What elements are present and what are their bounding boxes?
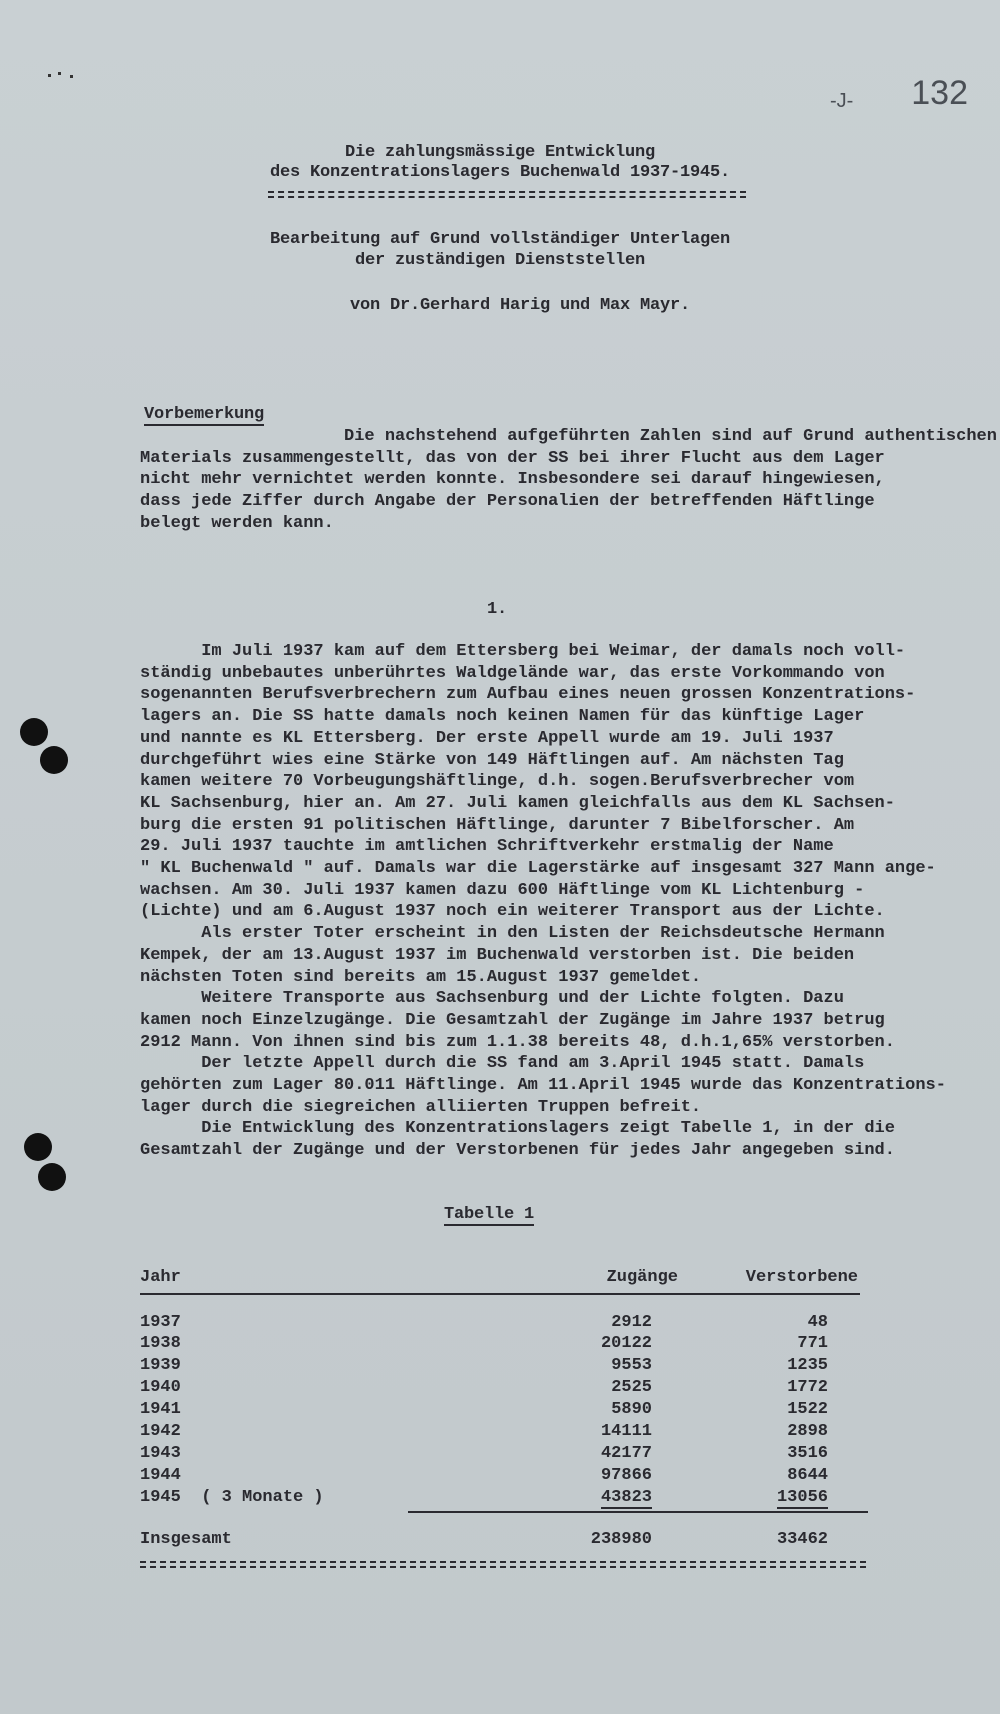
cell-verstorbene: 48 bbox=[807, 1313, 828, 1332]
main-paragraph bbox=[140, 641, 946, 1162]
table-row bbox=[140, 1400, 870, 1422]
cell-verstorbene: 3516 bbox=[787, 1444, 828, 1463]
table-row bbox=[140, 1334, 870, 1356]
cell-verstorbene: 771 bbox=[797, 1334, 828, 1353]
table-header-row bbox=[140, 1268, 870, 1290]
col-header-zugaenge: Zugänge bbox=[606, 1268, 678, 1287]
prelim-line: Materials zusammengestellt, das von der SS bei ihrer Flucht aus dem Lager bbox=[140, 448, 885, 468]
body-line: Gesamtzahl der Zugänge und der Verstorbenen für jedes Jahr angegeben sind. bbox=[140, 1141, 895, 1161]
cell-year: 1945 ( 3 Monate ) bbox=[140, 1488, 324, 1507]
table-row bbox=[140, 1313, 870, 1335]
cell-verstorbene: 13056 bbox=[776, 1488, 828, 1507]
cell-verstorbene: 1772 bbox=[787, 1378, 828, 1397]
body-line: durchgeführt wies eine Stärke von 149 Häftlingen auf. Am nächsten Tag bbox=[140, 750, 844, 770]
title-double-rule bbox=[268, 191, 746, 198]
table-row bbox=[140, 1444, 870, 1466]
body-line: lagers an. Die SS hatte damals noch keinen Namen für das künftige Lager bbox=[140, 707, 865, 727]
punch-hole bbox=[24, 1133, 52, 1161]
cell-zugaenge: 42177 bbox=[600, 1444, 652, 1463]
body-line: 2912 Mann. Von ihnen sind bis zum 1.1.38 bereits 48, d.h.1,65% verstorben. bbox=[140, 1032, 895, 1052]
subtitle-line-1: Bearbeitung auf Grund vollständiger Unterlagen bbox=[269, 230, 731, 249]
prelim-line: Die nachstehend aufgeführten Zahlen sind auf Grund authentischen bbox=[140, 427, 997, 446]
cell-zugaenge: 20122 bbox=[600, 1334, 652, 1353]
cell-year: 1941 bbox=[140, 1400, 181, 1419]
section-number: 1. bbox=[487, 600, 508, 619]
page-mark: -J- bbox=[830, 90, 854, 112]
cell-zugaenge: 9553 bbox=[611, 1356, 652, 1375]
cell-year: 1939 bbox=[140, 1356, 181, 1375]
punch-hole bbox=[38, 1163, 66, 1191]
body-line: Kempek, der am 13.August 1937 im Buchenwald verstorben ist. Die beiden bbox=[140, 945, 855, 965]
cell-year: 1940 bbox=[140, 1378, 181, 1397]
punch-hole bbox=[20, 718, 48, 746]
table-row bbox=[140, 1466, 870, 1488]
speck bbox=[48, 74, 51, 77]
prelim-line: nicht mehr vernichtet werden konnte. Insbesondere sei darauf hingewiesen, bbox=[140, 470, 885, 490]
punch-hole bbox=[40, 746, 68, 774]
body-line: und nannte es KL Ettersberg. Der erste Appell wurde am 19. Juli 1937 bbox=[140, 728, 834, 748]
prelim-paragraph bbox=[140, 426, 997, 535]
speck bbox=[70, 75, 73, 78]
cell-zugaenge: 43823 bbox=[600, 1488, 652, 1507]
cell-year: 1943 bbox=[140, 1444, 181, 1463]
table-double-rule bbox=[140, 1561, 866, 1568]
body-line: wachsen. Am 30. Juli 1937 kamen dazu 600 Häftlinge vom KL Lichtenburg - bbox=[140, 880, 865, 900]
table-row bbox=[140, 1488, 870, 1510]
page-number: 132 bbox=[911, 74, 968, 112]
total-zugaenge: 238980 bbox=[590, 1530, 652, 1549]
speck bbox=[58, 72, 61, 75]
title-line-2: des Konzentrationslagers Buchenwald 1937-1945. bbox=[269, 163, 731, 182]
body-line: 29. Juli 1937 tauchte im amtlichen Schriftverkehr erstmalig der Name bbox=[140, 837, 834, 857]
subtitle-line-2: der zuständigen Dienststellen bbox=[354, 251, 646, 270]
authors: von Dr.Gerhard Harig und Max Mayr. bbox=[350, 296, 691, 315]
table-row bbox=[140, 1356, 870, 1378]
title-line-1: Die zahlungsmässige Entwicklung bbox=[344, 143, 656, 162]
body-line: gehörten zum Lager 80.011 Häftlinge. Am 11.April 1945 wurde das Konzentrations- bbox=[140, 1076, 946, 1096]
cell-year: 1937 bbox=[140, 1313, 181, 1332]
cell-verstorbene: 1522 bbox=[787, 1400, 828, 1419]
cell-year: 1942 bbox=[140, 1422, 181, 1441]
cell-verstorbene: 8644 bbox=[787, 1466, 828, 1485]
cell-zugaenge: 5890 bbox=[611, 1400, 652, 1419]
cell-zugaenge: 2912 bbox=[611, 1313, 652, 1332]
col-header-verstorbene: Verstorbene bbox=[745, 1268, 858, 1287]
cell-year: 1938 bbox=[140, 1334, 181, 1353]
cell-zugaenge: 14111 bbox=[600, 1422, 652, 1441]
body-line: lager durch die siegreichen alliierten Truppen befreit. bbox=[140, 1097, 702, 1117]
body-line: ständig unbebautes unberührtes Waldgelände war, das erste Vorkommando von bbox=[140, 663, 885, 683]
cell-zugaenge: 97866 bbox=[600, 1466, 652, 1485]
body-line: KL Sachsenburg, hier an. Am 27. Juli kamen gleichfalls aus dem KL Sachsen- bbox=[140, 793, 895, 813]
body-line: kamen weitere 70 Vorbeugungshäftlinge, d.h. sogen.Berufsverbrecher vom bbox=[140, 772, 855, 792]
cell-zugaenge: 2525 bbox=[611, 1378, 652, 1397]
prelim-line: belegt werden kann. bbox=[140, 513, 334, 533]
total-verstorbene: 33462 bbox=[776, 1530, 828, 1549]
body-line: burg die ersten 91 politischen Häftlinge, darunter 7 Bibelforscher. Am bbox=[140, 815, 855, 835]
table-total-row bbox=[140, 1530, 870, 1552]
cell-year: 1944 bbox=[140, 1466, 181, 1485]
body-line: Die Entwicklung des Konzentrationslagers zeigt Tabelle 1, in der die bbox=[140, 1119, 895, 1139]
col-header-year: Jahr bbox=[140, 1268, 181, 1287]
body-line: Weitere Transporte aus Sachsenburg und der Lichte folgten. Dazu bbox=[140, 989, 844, 1009]
body-line: Der letzte Appell durch die SS fand am 3.April 1945 statt. Damals bbox=[140, 1054, 865, 1074]
total-label: Insgesamt bbox=[140, 1530, 232, 1549]
body-line: Als erster Toter erscheint in den Listen der Reichsdeutsche Hermann bbox=[140, 924, 885, 944]
prelim-heading: Vorbemerkung bbox=[144, 405, 265, 424]
sum-rule bbox=[408, 1511, 868, 1513]
body-line: kamen noch Einzelzugänge. Die Gesamtzahl der Zugänge im Jahre 1937 betrug bbox=[140, 1010, 885, 1030]
body-line: " KL Buchenwald " auf. Damals war die Lagerstärke auf insgesamt 327 Mann ange- bbox=[140, 859, 936, 879]
table-row bbox=[140, 1422, 870, 1444]
cell-verstorbene: 1235 bbox=[787, 1356, 828, 1375]
cell-verstorbene: 2898 bbox=[787, 1422, 828, 1441]
body-line: nächsten Toten sind bereits am 15.August 1937 gemeldet. bbox=[140, 967, 702, 987]
header-rule bbox=[140, 1293, 860, 1295]
body-line: Im Juli 1937 kam auf dem Ettersberg bei Weimar, der damals noch voll- bbox=[140, 642, 906, 661]
table-title: Tabelle 1 bbox=[444, 1205, 535, 1224]
body-line: (Lichte) und am 6.August 1937 noch ein weiterer Transport aus der Lichte. bbox=[140, 902, 885, 922]
table-row bbox=[140, 1378, 870, 1400]
prelim-line: dass jede Ziffer durch Angabe der Personalien der betreffenden Häftlinge bbox=[140, 492, 875, 512]
body-line: sogenannten Berufsverbrechern zum Aufbau eines neuen grossen Konzentrations- bbox=[140, 685, 916, 705]
data-table bbox=[140, 1268, 870, 1568]
